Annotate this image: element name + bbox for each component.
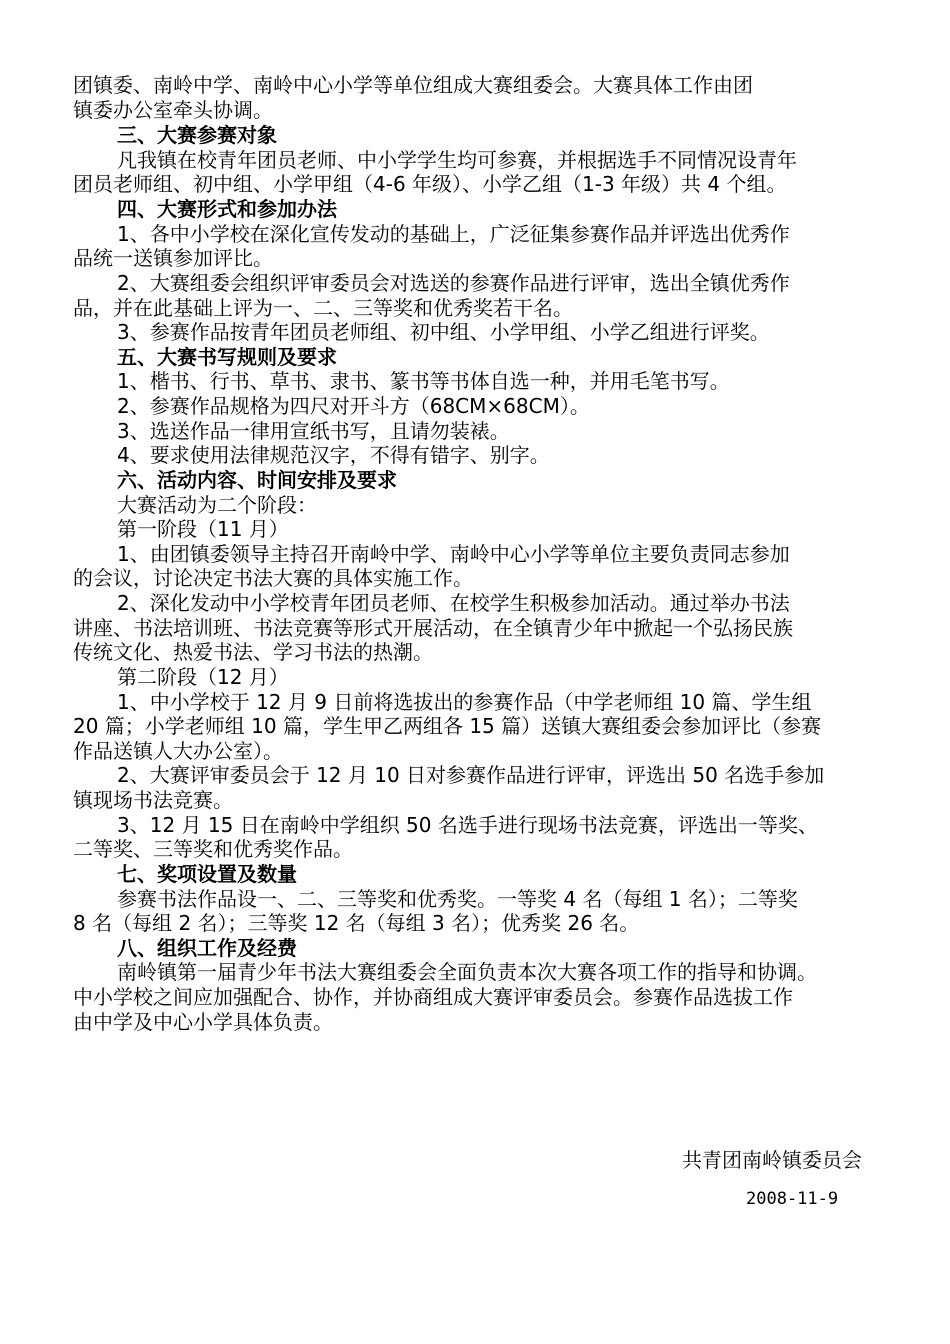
signature-date: 2008-11-9	[746, 1189, 839, 1209]
section-heading: 五、大赛书写规则及要求	[117, 345, 337, 369]
paragraph-line: 3、参赛作品按青年团员老师组、初中组、小学甲组、小学乙组进行评奖。	[117, 320, 770, 344]
section-heading: 六、活动内容、时间安排及要求	[117, 468, 397, 492]
paragraph-line: 作品送镇人大办公室）。	[73, 739, 283, 763]
paragraph-line: 20 篇；小学老师组 10 篇，学生甲乙两组各 15 篇）送镇大赛组委会参加评比（参赛	[73, 714, 822, 738]
section-heading: 七、奖项设置及数量	[117, 862, 297, 886]
paragraph-line: 大赛活动为二个阶段：	[117, 493, 317, 517]
paragraph-line: 品，并在此基础上评为一、二、三等奖和优秀奖若干名。	[73, 296, 573, 320]
paragraph-line: 传统文化、热爱书法、学习书法的热潮。	[73, 640, 433, 664]
signature-organization: 共青团南岭镇委员会	[682, 1148, 862, 1172]
paragraph-line: 二等奖、三等奖和优秀奖作品。	[73, 837, 353, 861]
paragraph-line: 第一阶段（11 月）	[117, 517, 289, 541]
paragraph-line: 2、参赛作品规格为四尺对开斗方（68CM×68CM）。	[117, 394, 590, 418]
paragraph-line: 品统一送镇参加评比。	[73, 246, 273, 270]
paragraph-line: 的会议，讨论决定书法大赛的具体实施工作。	[73, 566, 473, 590]
paragraph-line: 镇现场书法竞赛。	[73, 788, 233, 812]
paragraph-line: 中小学校之间应加强配合、协作，并协商组成大赛评审委员会。参赛作品选拔工作	[73, 985, 793, 1009]
paragraph-line: 8 名（每组 2 名）；三等奖 12 名（每组 3 名）；优秀奖 26 名。	[73, 911, 640, 935]
paragraph-line: 1、楷书、行书、草书、隶书、篆书等书体自选一种，并用毛笔书写。	[117, 369, 730, 393]
paragraph-line: 1、中小学校于 12 月 9 日前将选拔出的参赛作品（中学老师组 10 篇、学生组	[117, 690, 812, 714]
paragraph-line: 第二阶段（12 月）	[117, 665, 289, 689]
paragraph-line: 团镇委、南岭中学、南岭中心小学等单位组成大赛组委会。大赛具体工作由团	[73, 73, 753, 97]
paragraph-line: 3、12 月 15 日在南岭中学组织 50 名选手进行现场书法竞赛，评选出一等奖、	[117, 813, 818, 837]
paragraph-line: 2、深化发动中小学校青年团员老师、在校学生积极参加活动。通过举办书法	[117, 591, 790, 615]
paragraph-line: 2、大赛组委会组织评审委员会对选送的参赛作品进行评审，选出全镇优秀作	[117, 271, 790, 295]
paragraph-line: 团员老师组、初中组、小学甲组（4-6 年级）、小学乙组（1-3 年级）共 4 个组。	[73, 172, 787, 196]
paragraph-line: 1、由团镇委领导主持召开南岭中学、南岭中心小学等单位主要负责同志参加	[117, 542, 790, 566]
section-heading: 八、组织工作及经费	[117, 936, 297, 960]
paragraph-line: 参赛书法作品设一、二、三等奖和优秀奖。一等奖 4 名（每组 1 名）；二等奖	[117, 887, 798, 911]
section-heading: 四、大赛形式和参加办法	[117, 197, 337, 221]
paragraph-line: 由中学及中心小学具体负责。	[73, 1010, 333, 1034]
paragraph-line: 1、各中小学校在深化宣传发动的基础上，广泛征集参赛作品并评选出优秀作	[117, 222, 790, 246]
paragraph-line: 3、选送作品一律用宣纸书写，且请勿装裱。	[117, 419, 510, 443]
paragraph-line: 讲座、书法培训班、书法竞赛等形式开展活动，在全镇青少年中掀起一个弘扬民族	[73, 616, 793, 640]
paragraph-line: 4、要求使用法律规范汉字，不得有错字、别字。	[117, 443, 550, 467]
section-heading: 三、大赛参赛对象	[117, 123, 277, 147]
paragraph-line: 南岭镇第一届青少年书法大赛组委会全面负责本次大赛各项工作的指导和协调。	[117, 960, 817, 984]
paragraph-line: 凡我镇在校青年团员老师、中小学学生均可参赛，并根据选手不同情况设青年	[117, 148, 797, 172]
paragraph-line: 2、大赛评审委员会于 12 月 10 日对参赛作品进行评审，评选出 50 名选手参加	[117, 763, 825, 787]
paragraph-line: 镇委办公室牵头协调。	[73, 98, 273, 122]
